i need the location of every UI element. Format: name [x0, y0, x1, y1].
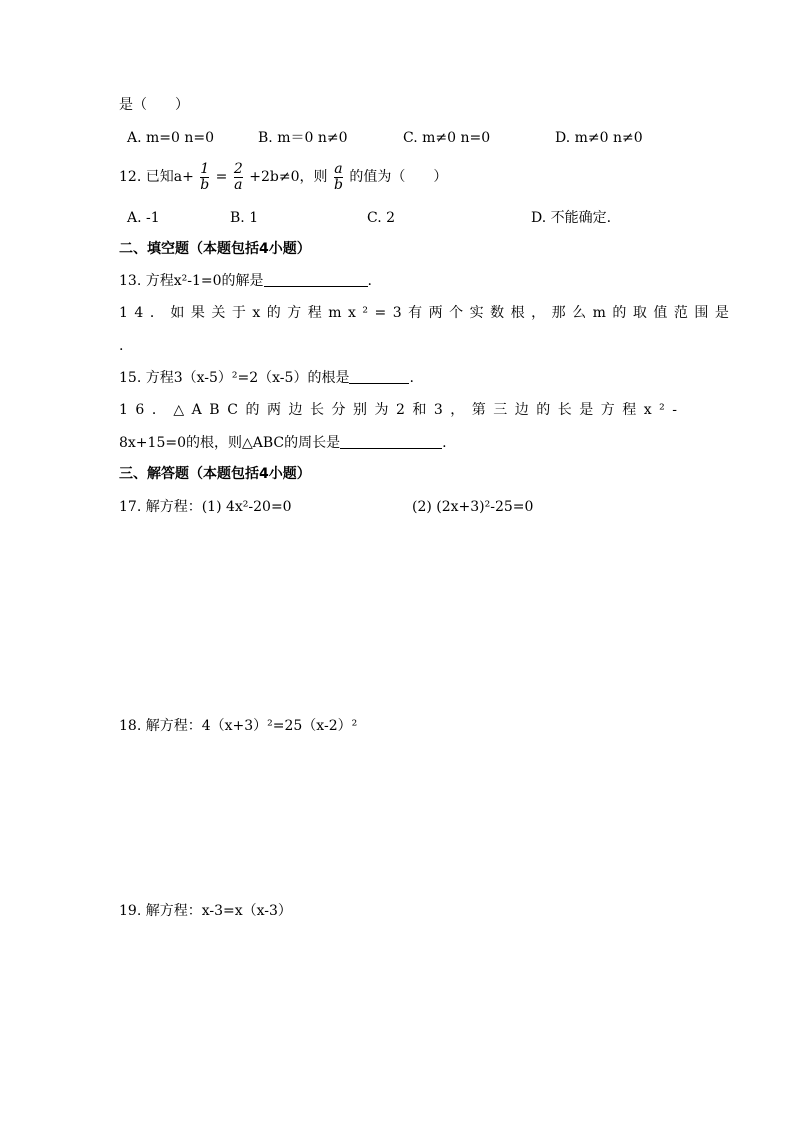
q12-middle: +2b≠0，则: [249, 169, 328, 185]
q12-option-a: A. -1: [127, 210, 160, 226]
q12-fraction-2-denominator: a: [234, 176, 243, 193]
q12-fraction-1-denominator: b: [200, 176, 210, 193]
q12-suffix: 的值为（ ）: [349, 169, 448, 185]
q14-line-1: 14．如果关于x的方程mx²=3有两个实数根，那么m的取值范围是: [119, 305, 736, 321]
q16-answer-blank[interactable]: [340, 434, 442, 449]
q15-text: 15. 方程3（x-5）²=2（x-5）的根是: [119, 370, 350, 386]
q11-tail: 是（ ）: [119, 97, 189, 113]
q12-number: 12.: [119, 169, 142, 185]
q11-option-a: A. m=0 n=0: [127, 130, 215, 146]
q12-stem: [119, 160, 447, 194]
q16-line-2: [119, 433, 447, 453]
section-3-heading: 三、解答题（本题包括4小题）: [119, 466, 311, 482]
q12-fraction-2: [234, 162, 243, 193]
q12-fraction-1-numerator: 1: [200, 160, 210, 177]
q12-fraction-3-numerator: a: [334, 160, 343, 177]
q14-line-2: .: [119, 338, 124, 354]
q12-option-d: D. 不能确定.: [531, 210, 612, 226]
q12-option-b: B. 1: [230, 210, 259, 226]
q17-part-1: 17. 解方程：(1) 4x²-20=0: [119, 499, 292, 515]
q15-end: .: [409, 370, 414, 386]
q15-answer-blank[interactable]: [349, 369, 409, 384]
q13-end: .: [367, 273, 372, 289]
question-15: [119, 368, 414, 388]
q16-line-1: 16．△ABC的两边长分别为2和3，第三边的长是方程x²-: [119, 402, 685, 418]
q16-end: .: [442, 435, 447, 451]
q12-prefix: 已知a+: [145, 169, 194, 185]
q17-part-2: (2) (2x+3)²-25=0: [412, 499, 534, 515]
q11-option-b: B. m＝0 n≠0: [258, 130, 348, 146]
q13-text: 13. 方程x²-1=0的解是: [119, 273, 264, 289]
q11-option-d: D. m≠0 n≠0: [555, 130, 643, 146]
section-2-heading: 二、填空题（本题包括4小题）: [119, 241, 311, 257]
q12-option-c: C. 2: [367, 210, 396, 226]
question-19: 19. 解方程：x-3=x（x-3）: [119, 903, 292, 919]
q16-text: 8x+15=0的根，则△ABC的周长是: [119, 435, 341, 451]
q12-fraction-2-numerator: 2: [233, 160, 243, 177]
q12-fraction-1: [200, 162, 209, 193]
question-13: [119, 271, 372, 291]
q12-fraction-3-denominator: b: [333, 176, 343, 193]
q13-answer-blank[interactable]: [264, 272, 368, 287]
q12-fraction-3: [334, 162, 343, 193]
question-18: 18. 解方程：4（x+3）²=25（x-2）²: [119, 718, 358, 734]
q12-equals: =: [215, 169, 228, 185]
q11-option-c: C. m≠0 n=0: [403, 130, 491, 146]
